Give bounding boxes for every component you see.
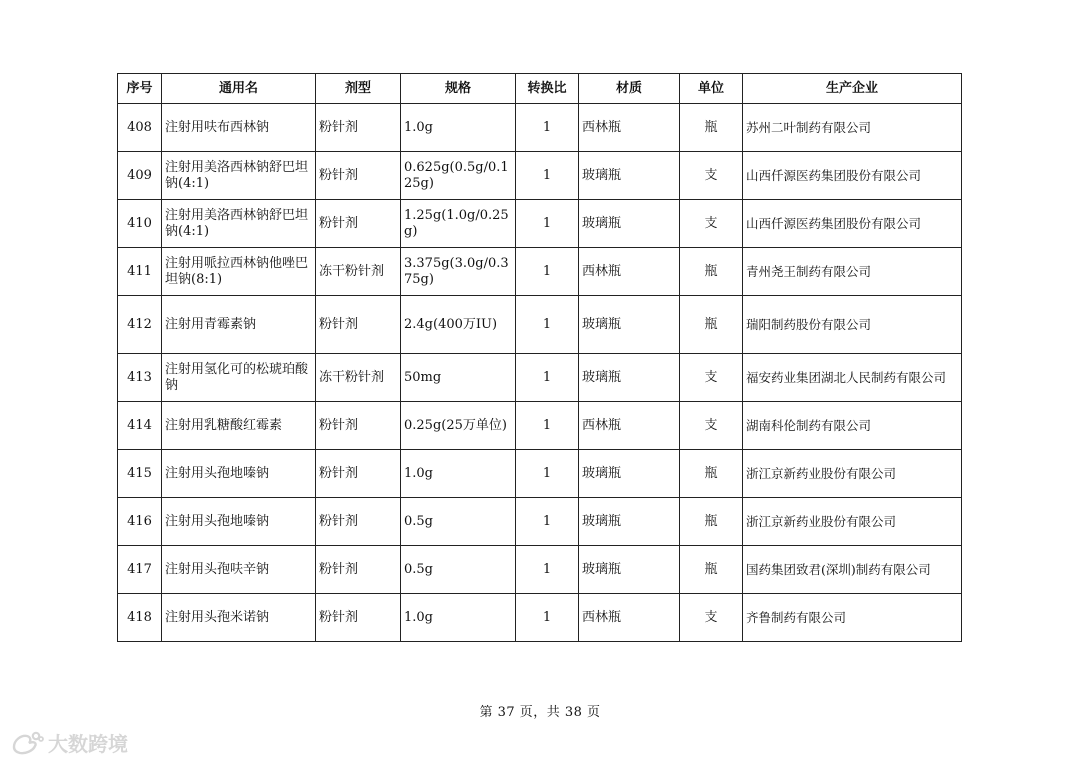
table-row [118,200,962,248]
cell-material: 玻璃瓶 [579,498,680,546]
cell-material: 玻璃瓶 [579,200,680,248]
table-row [118,498,962,546]
cell-generic-name: 注射用头孢呋辛钠 [162,546,316,594]
header-cell: 生产企业 [743,74,962,104]
cell-manufacturer: 湖南科伦制药有限公司 [743,402,962,450]
cell-manufacturer: 浙江京新药业股份有限公司 [743,450,962,498]
cell-unit: 瓶 [680,450,743,498]
cell-dosage-form: 粉针剂 [316,546,401,594]
cell-conversion-ratio: 1 [516,248,579,296]
cell-specification: 0.5g [401,546,516,594]
cell-generic-name: 注射用呋布西林钠 [162,104,316,152]
cell-manufacturer: 青州尧王制药有限公司 [743,248,962,296]
cell-manufacturer: 齐鲁制药有限公司 [743,594,962,642]
header-cell: 转换比 [516,74,579,104]
cell-number: 417 [118,546,162,594]
cell-unit: 支 [680,152,743,200]
cell-unit: 瓶 [680,498,743,546]
cell-material: 西林瓶 [579,248,680,296]
cell-dosage-form: 粉针剂 [316,296,401,354]
table-row [118,152,962,200]
cell-specification: 1.25g(1.0g/0.25g) [401,200,516,248]
cell-unit: 支 [680,354,743,402]
cell-material: 玻璃瓶 [579,296,680,354]
cell-dosage-form: 粉针剂 [316,594,401,642]
cell-material: 西林瓶 [579,594,680,642]
table-header-row [118,74,962,104]
cell-number: 412 [118,296,162,354]
cell-dosage-form: 冻干粉针剂 [316,248,401,296]
cell-unit: 瓶 [680,248,743,296]
cell-conversion-ratio: 1 [516,450,579,498]
cell-dosage-form: 粉针剂 [316,402,401,450]
cell-material: 玻璃瓶 [579,450,680,498]
cell-manufacturer: 山西仟源医药集团股份有限公司 [743,152,962,200]
cell-specification: 2.4g(400万IU) [401,296,516,354]
cell-specification: 1.0g [401,594,516,642]
cell-generic-name: 注射用青霉素钠 [162,296,316,354]
header-cell: 通用名 [162,74,316,104]
cell-conversion-ratio: 1 [516,104,579,152]
cell-number: 418 [118,594,162,642]
cell-conversion-ratio: 1 [516,354,579,402]
header-cell: 序号 [118,74,162,104]
cell-generic-name: 注射用美洛西林钠舒巴坦钠(4:1) [162,200,316,248]
cell-number: 409 [118,152,162,200]
cell-number: 411 [118,248,162,296]
cell-manufacturer: 苏州二叶制药有限公司 [743,104,962,152]
cell-manufacturer: 浙江京新药业股份有限公司 [743,498,962,546]
table-row [118,402,962,450]
header-cell: 规格 [401,74,516,104]
cell-material: 西林瓶 [579,104,680,152]
cell-unit: 支 [680,594,743,642]
header-cell: 材质 [579,74,680,104]
drug-table [117,73,962,642]
cell-specification: 50mg [401,354,516,402]
cell-dosage-form: 粉针剂 [316,152,401,200]
cell-material: 玻璃瓶 [579,354,680,402]
cell-number: 410 [118,200,162,248]
cell-manufacturer: 瑞阳制药股份有限公司 [743,296,962,354]
cell-conversion-ratio: 1 [516,498,579,546]
cell-dosage-form: 粉针剂 [316,498,401,546]
cell-specification: 0.625g(0.5g/0.125g) [401,152,516,200]
cell-specification: 0.25g(25万单位) [401,402,516,450]
cell-unit: 瓶 [680,104,743,152]
weibo-logo-icon [10,730,44,756]
cell-generic-name: 注射用氢化可的松琥珀酸钠 [162,354,316,402]
table-row [118,296,962,354]
cell-manufacturer: 福安药业集团湖北人民制药有限公司 [743,354,962,402]
cell-material: 玻璃瓶 [579,546,680,594]
cell-specification: 0.5g [401,498,516,546]
page-number: 第 37 页，共 38 页 [479,705,601,720]
cell-conversion-ratio: 1 [516,152,579,200]
table-row [118,546,962,594]
table-row [118,104,962,152]
cell-dosage-form: 粉针剂 [316,200,401,248]
cell-number: 416 [118,498,162,546]
table-row [118,248,962,296]
cell-manufacturer: 山西仟源医药集团股份有限公司 [743,200,962,248]
cell-number: 415 [118,450,162,498]
cell-manufacturer: 国药集团致君(深圳)制药有限公司 [743,546,962,594]
cell-material: 西林瓶 [579,402,680,450]
table-row [118,354,962,402]
cell-conversion-ratio: 1 [516,402,579,450]
cell-generic-name: 注射用头孢米诺钠 [162,594,316,642]
cell-specification: 1.0g [401,104,516,152]
cell-number: 414 [118,402,162,450]
cell-dosage-form: 粉针剂 [316,450,401,498]
header-cell: 单位 [680,74,743,104]
cell-generic-name: 注射用头孢地嗪钠 [162,498,316,546]
watermark [10,728,128,757]
cell-generic-name: 注射用美洛西林钠舒巴坦钠(4:1) [162,152,316,200]
cell-unit: 支 [680,200,743,248]
cell-dosage-form: 冻干粉针剂 [316,354,401,402]
cell-unit: 支 [680,402,743,450]
cell-dosage-form: 粉针剂 [316,104,401,152]
table-row [118,450,962,498]
cell-conversion-ratio: 1 [516,200,579,248]
cell-generic-name: 注射用头孢地嗪钠 [162,450,316,498]
cell-conversion-ratio: 1 [516,546,579,594]
cell-generic-name: 注射用哌拉西林钠他唑巴坦钠(8:1) [162,248,316,296]
cell-generic-name: 注射用乳糖酸红霉素 [162,402,316,450]
cell-number: 408 [118,104,162,152]
cell-specification: 1.0g [401,450,516,498]
cell-conversion-ratio: 1 [516,296,579,354]
watermark-text: 大数跨境 [48,732,128,756]
cell-unit: 瓶 [680,296,743,354]
cell-conversion-ratio: 1 [516,594,579,642]
cell-unit: 瓶 [680,546,743,594]
table-row [118,594,962,642]
cell-number: 413 [118,354,162,402]
cell-material: 玻璃瓶 [579,152,680,200]
cell-specification: 3.375g(3.0g/0.375g) [401,248,516,296]
header-cell: 剂型 [316,74,401,104]
